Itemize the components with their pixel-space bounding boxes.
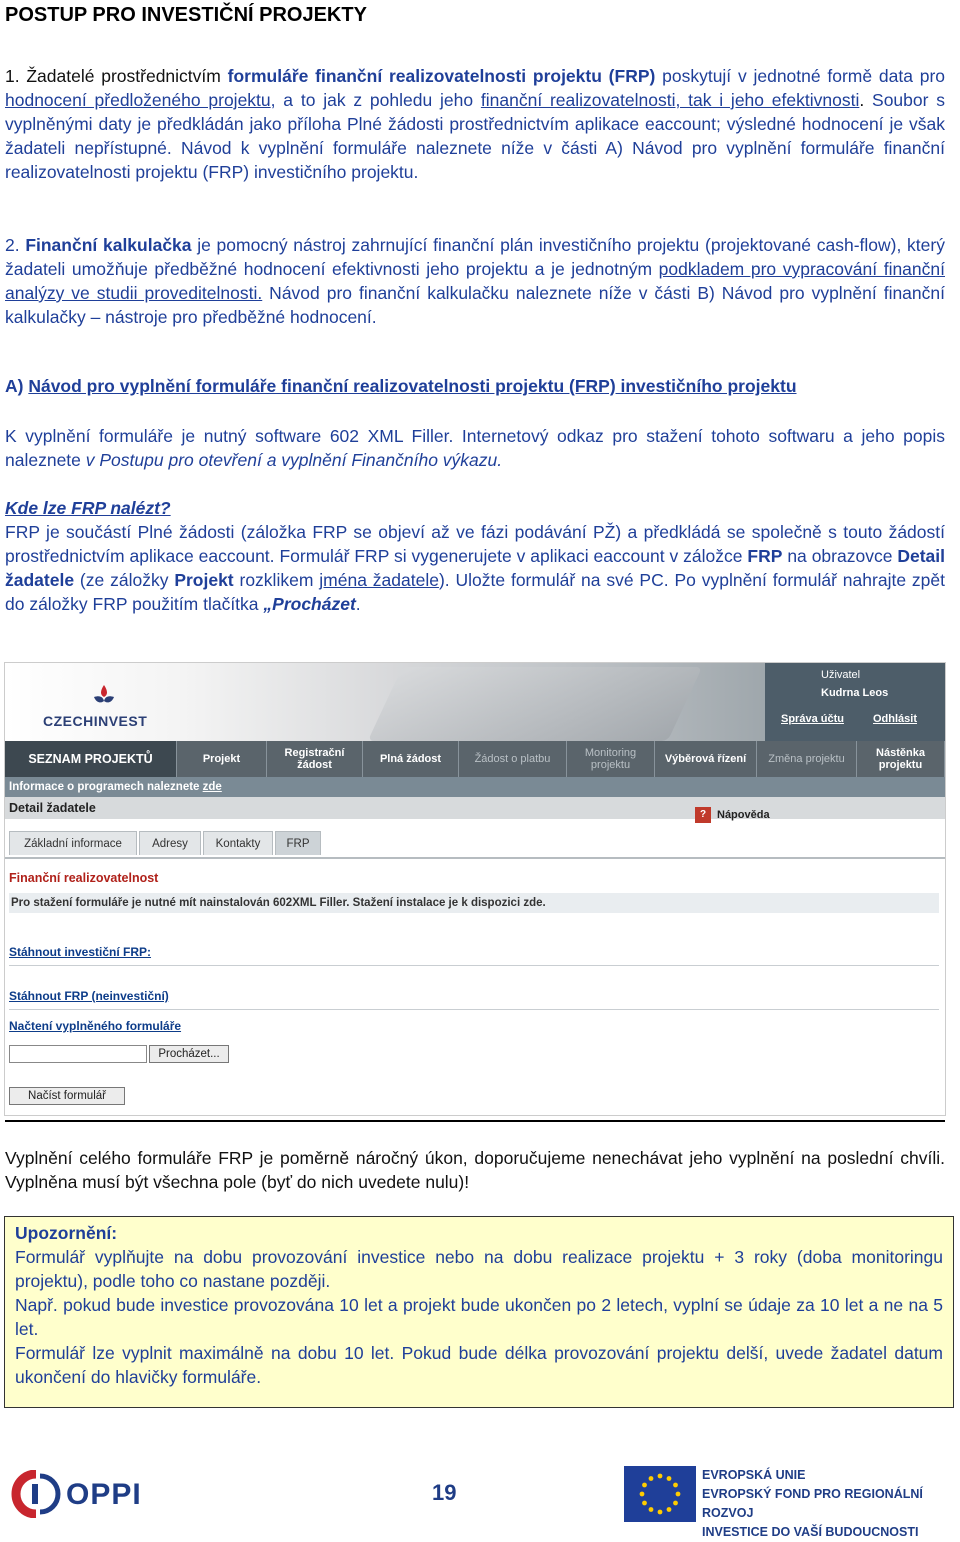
laptop-photo: [368, 667, 703, 741]
nav-registration[interactable]: Registrační žádost: [267, 741, 363, 777]
p3-t1: K vyplnění formuláře je nutný software 602 XML Filler. Internetový odkaz pro stažení tohoto softwaru a jeho popis naleznete: [5, 426, 945, 470]
where-t3: (ze záložky: [74, 570, 175, 590]
p2-t1: je pomocný nástroj zahrnující finanční plán investičního projektu (projektované cash-flow), který žadateli umožňuje předběžné hodnocení efektivnosti jeho projektu a je jednotným: [5, 235, 945, 279]
main-nav: [5, 741, 945, 777]
help-icon: ?: [695, 807, 711, 823]
page-number: 19: [432, 1480, 457, 1505]
logout-link[interactable]: Odhlásit: [873, 713, 918, 725]
page-title: POSTUP PRO INVESTIČNÍ PROJEKTY: [5, 4, 367, 26]
paragraph-4: Vyplnění celého formuláře FRP je poměrně náročný úkon, doporučujeme nenechávat jeho vyplnění na poslední chvíli. Vyplněna musí být všechna pole (byť do nich uvedete nulu)!: [5, 1148, 945, 1192]
tab-frp[interactable]: FRP: [275, 831, 321, 855]
paragraph-2: [5, 233, 945, 329]
where-title: Kde lze FRP nalézt?: [5, 498, 171, 518]
tab-bar: [5, 831, 945, 859]
p1-bold: formuláře finanční realizovatelnosti projektu (FRP): [227, 66, 656, 86]
where-t1: FRP je součástí Plné žádosti (záložka FRP se objeví až ve fázi podávání PŽ) a předkládá se společně s touto žádostí prostřednictvím aplikace eaccount. Formulář FRP si vygenerujete v aplikaci eaccount v záložce: [5, 522, 945, 566]
help-label: Nápověda: [717, 809, 770, 821]
nav-project-change[interactable]: Změna projektu: [757, 741, 857, 777]
p1-u2: finanční realizovatelnosti, tak i jeho efektivnosti: [480, 90, 860, 110]
tab-addresses[interactable]: Adresy: [139, 831, 201, 855]
info-link[interactable]: zde: [202, 781, 222, 793]
logo-text: CZECHINVEST: [43, 713, 148, 729]
p1-t2: , a to jak z pohledu jeho: [270, 90, 481, 110]
detail-bar: Detail žadatele: [5, 797, 945, 819]
nav-board[interactable]: Nástěnka projektu: [857, 741, 945, 777]
p1-blue: Soubor s vyplněnými daty je předkládán jako příloha Plné žádosti prostřednictvím aplikace eaccount; výsledné hodnocení je však žadateli nepřístupné.: [5, 90, 945, 158]
divider: [9, 1009, 939, 1010]
nav-payment[interactable]: Žádost o platbu: [459, 741, 567, 777]
nav-tenders[interactable]: Výběrová řízení: [655, 741, 757, 777]
nav-project[interactable]: Projekt: [177, 741, 267, 777]
p3-italic: v Postupu pro otevření a vyplnění Finančního výkazu.: [85, 450, 503, 470]
where-b3: Projekt: [174, 570, 234, 590]
oppi-logo: [10, 1470, 170, 1518]
where-b2: Detail žadatele: [5, 546, 945, 590]
where-b1: FRP: [747, 546, 783, 566]
frp-section-note: Pro stažení formuláře je nutné mít nainstalován 602XML Filler. Stažení instalace je k dispozici zde.: [9, 893, 939, 913]
eu-line-2: EVROPSKÝ FOND PRO REGIONÁLNÍ ROZVOJ: [702, 1487, 923, 1520]
czechinvest-logo: [43, 683, 173, 729]
user-name: Kudrna Leos: [821, 687, 889, 699]
p2-num: 2.: [5, 235, 26, 255]
p2-bold: Finanční kalkulačka: [25, 235, 192, 255]
oppi-text: OPPI: [66, 1478, 142, 1511]
account-link[interactable]: Správa účtu: [781, 713, 844, 725]
p1-u1: hodnocení předloženého projektu: [5, 90, 271, 110]
nav-full-application[interactable]: Plná žádost: [363, 741, 459, 777]
section-a-prefix: A): [5, 376, 29, 396]
file-path-input[interactable]: [9, 1045, 147, 1063]
warning-line-2: Např. pokud bude investice provozována 10 let a projekt bude ukončen po 2 letech, vyplní se údaje za 10 let a ne na 5 let.: [15, 1295, 943, 1339]
section-a-text: Návod pro vyplnění formuláře finanční realizovatelnosti projektu (FRP) investičního projektu: [28, 376, 797, 396]
where-t2: na obrazovce: [782, 546, 898, 566]
download-noninvestment-frp-link[interactable]: Stáhnout FRP (neinvestiční): [9, 989, 169, 1003]
warning-box: [4, 1216, 954, 1408]
load-form-button[interactable]: Načíst formulář: [9, 1087, 125, 1105]
oppi-logo-icon: [10, 1470, 62, 1518]
load-form-heading: Načtení vyplněného formuláře: [9, 1019, 182, 1033]
warning-line-3: Formulář lze vyplnit maximálně na dobu 10 let. Pokud bude délka provozování projektu delší, uvede žadatel datum ukončení do hlavičky formuláře.: [15, 1343, 943, 1387]
p1-t3: .: [859, 90, 873, 110]
eu-text: [702, 1466, 942, 1542]
p1-t4: Návod k vyplnění formuláře naleznete níže v části A) Návod pro vyplnění formuláře finanční realizovatelnosti projektu (FRP) investičního projektu.: [5, 138, 945, 182]
eu-flag-icon: [624, 1466, 696, 1522]
eu-logo: [624, 1466, 942, 1539]
tab-contacts[interactable]: Kontakty: [203, 831, 273, 855]
divider-rule: [5, 1120, 945, 1122]
download-investment-frp-link[interactable]: Stáhnout investiční FRP:: [9, 945, 152, 959]
frp-section-title: Finanční realizovatelnost: [9, 871, 159, 885]
p2-t2: Návod pro finanční kalkulačku naleznete níže v části B) Návod pro vyplnění finanční kalkulačky – nástroje pro předběžné hodnocení.: [5, 283, 945, 327]
paragraph-1: [5, 64, 945, 184]
user-box: [765, 663, 945, 741]
tab-basic-info[interactable]: Základní informace: [9, 831, 137, 855]
eu-line-3: INVESTICE DO VAŠÍ BUDOUCNOSTI: [702, 1525, 919, 1539]
help-link[interactable]: [695, 807, 770, 823]
paragraph-3: [5, 424, 945, 472]
warning-line-1: Formulář vyplňujte na dobu provozování investice nebo na dobu realizace projektu + 3 roky (doba monitoringu projektu), podle toho co nastane později.: [15, 1247, 943, 1291]
nav-project-list[interactable]: SEZNAM PROJEKTŮ: [5, 741, 177, 777]
where-section: [5, 496, 945, 616]
where-t4: rozklikem: [233, 570, 320, 590]
nav-monitoring[interactable]: Monitoring projektu: [567, 741, 655, 777]
info-bar: [5, 777, 945, 797]
eu-line-1: EVROPSKÁ UNIE: [702, 1468, 806, 1482]
where-bi: „Procházet: [263, 594, 356, 614]
p2-u1: podkladem pro vypracování finanční analýzy ve studii proveditelnosti.: [5, 259, 945, 303]
czechinvest-logo-icon: [91, 683, 117, 709]
browse-button[interactable]: Procházet...: [149, 1045, 229, 1063]
warning-title: Upozornění:: [15, 1223, 118, 1243]
p1-num: 1. Žadatelé prostřednictvím: [5, 66, 228, 86]
p1-t1: poskytují v jednotné formě data pro: [655, 66, 946, 86]
where-u1: jména žadatele: [319, 570, 439, 590]
app-screenshot: [4, 662, 946, 1116]
user-label: Uživatel: [821, 669, 861, 681]
where-t5: ). Uložte formulář na své PC. Po vyplnění formulář nahrajte zpět do záložky FRP použitím tlačítka: [5, 570, 945, 614]
where-t6: .: [355, 594, 361, 614]
section-a-heading: [5, 376, 797, 397]
divider: [9, 965, 939, 966]
info-text: Informace o programech naleznete: [9, 781, 203, 793]
